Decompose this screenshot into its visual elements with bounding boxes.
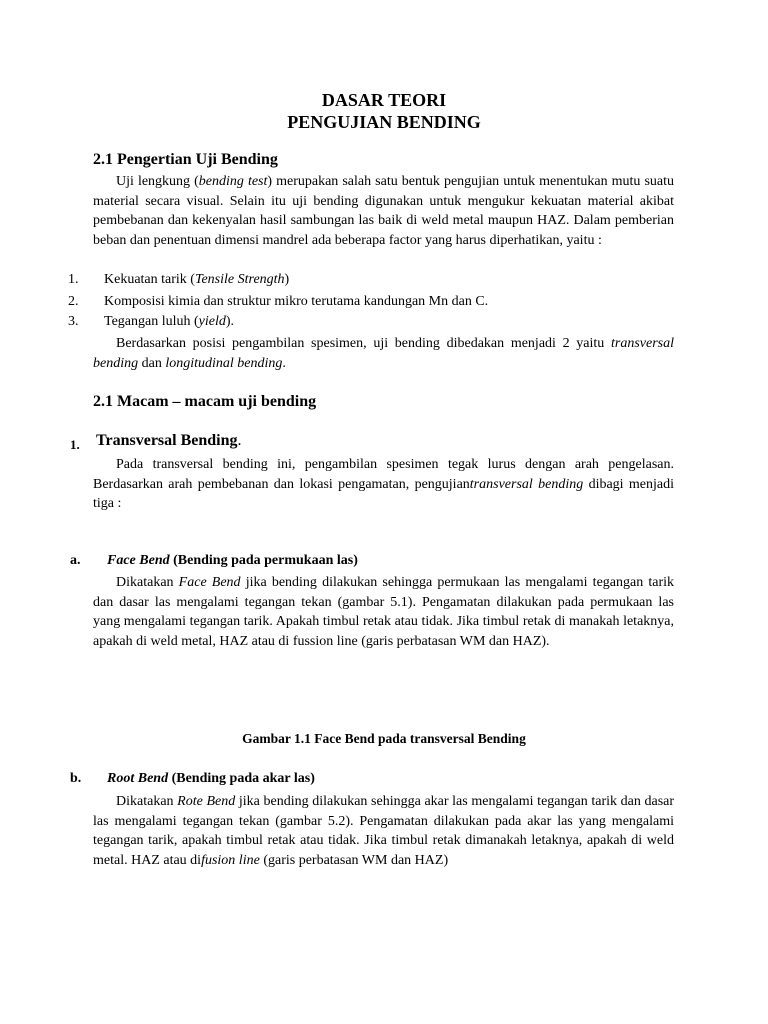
item-heading-transversal: Transversal Bending.	[96, 432, 242, 449]
list-number: 3.	[68, 314, 79, 329]
doc-title-line1: DASAR TEORI	[321, 90, 447, 110]
paragraph-root-bend: Dikatakan Rote Bend jika bending dilakukan sehingga akar las mengalami tegangan tarik dan dasar las mengalami tegangan tekan (gambar 5.2). Pengamatan dilakukan pada akar las yang mengalami tegangan tarik, apakah timbul retak atau tidak. Jika timbul retak dimanakah letaknya, apakah di weld metal. HAZ atau difusion line (garis perbatasan WM dan HAZ)	[93, 794, 675, 869]
section-heading-pengertian: 2.1 Pengertian Uji Bending	[93, 151, 278, 168]
paragraph-transversal: Pada transversal bending ini, pengambilan spesimen tegak lurus dengan arah pengelasan. Berdasarkan arah pembebanan dan lokasi pengamatan, pengujiantransversal bending dibagi menjadi tiga :	[93, 457, 674, 512]
list-item: Komposisi kimia dan struktur mikro terutama kandungan Mn dan C.	[104, 294, 489, 309]
figure-caption: Gambar 1.1 Face Bend pada transversal Bending	[242, 731, 526, 746]
paragraph-intro: Uji lengkung (bending test) merupakan salah satu bentuk pengujian untuk menentukan mutu suatu material secara visual. Selain itu uji bending digunakan untuk mengukur kekuatan material akibat pembebanan dan kekenyalan hasil sambungan las baik di weld metal maupun HAZ. Dalam pemberian beban dan penentuan dimensi mandrel ada beberapa factor yang harus diperhatikan, yaitu :	[93, 174, 675, 249]
sub-item-letter: b.	[70, 771, 82, 786]
paragraph-posisi-spesimen: Berdasarkan posisi pengambilan spesimen, uji bending dibedakan menjadi 2 yaitu transversal bending dan longitudinal bending.	[93, 336, 674, 371]
list-item: Kekuatan tarik (Tensile Strength)	[104, 272, 290, 287]
list-number: 2.	[68, 294, 79, 309]
sub-item-letter: a.	[70, 553, 81, 568]
paragraph-face-bend: Dikatakan Face Bend jika bending dilakukan sehingga permukaan las mengalami tegangan tarik dan dasar las mengalami tegangan tekan (gambar 5.1). Pengamatan dilakukan pada permukaan las yang mengalami tegangan tarik. Apakah timbul retak atau tidak. Jika timbul retak di manakah letaknya, apakah di weld metal, HAZ atau di fussion line (garis perbatasan WM dan HAZ).	[93, 575, 675, 650]
list-item: Tegangan luluh (yield).	[104, 314, 235, 329]
list-number: 1.	[68, 272, 79, 287]
sub-heading-root-bend: Root Bend (Bending pada akar las)	[107, 771, 315, 786]
doc-title-line2: PENGUJIAN BENDING	[287, 112, 481, 132]
sub-heading-face-bend: Face Bend (Bending pada permukaan las)	[107, 553, 358, 568]
section-heading-macam: 2.1 Macam – macam uji bending	[93, 393, 317, 410]
item-number: 1.	[70, 437, 80, 452]
